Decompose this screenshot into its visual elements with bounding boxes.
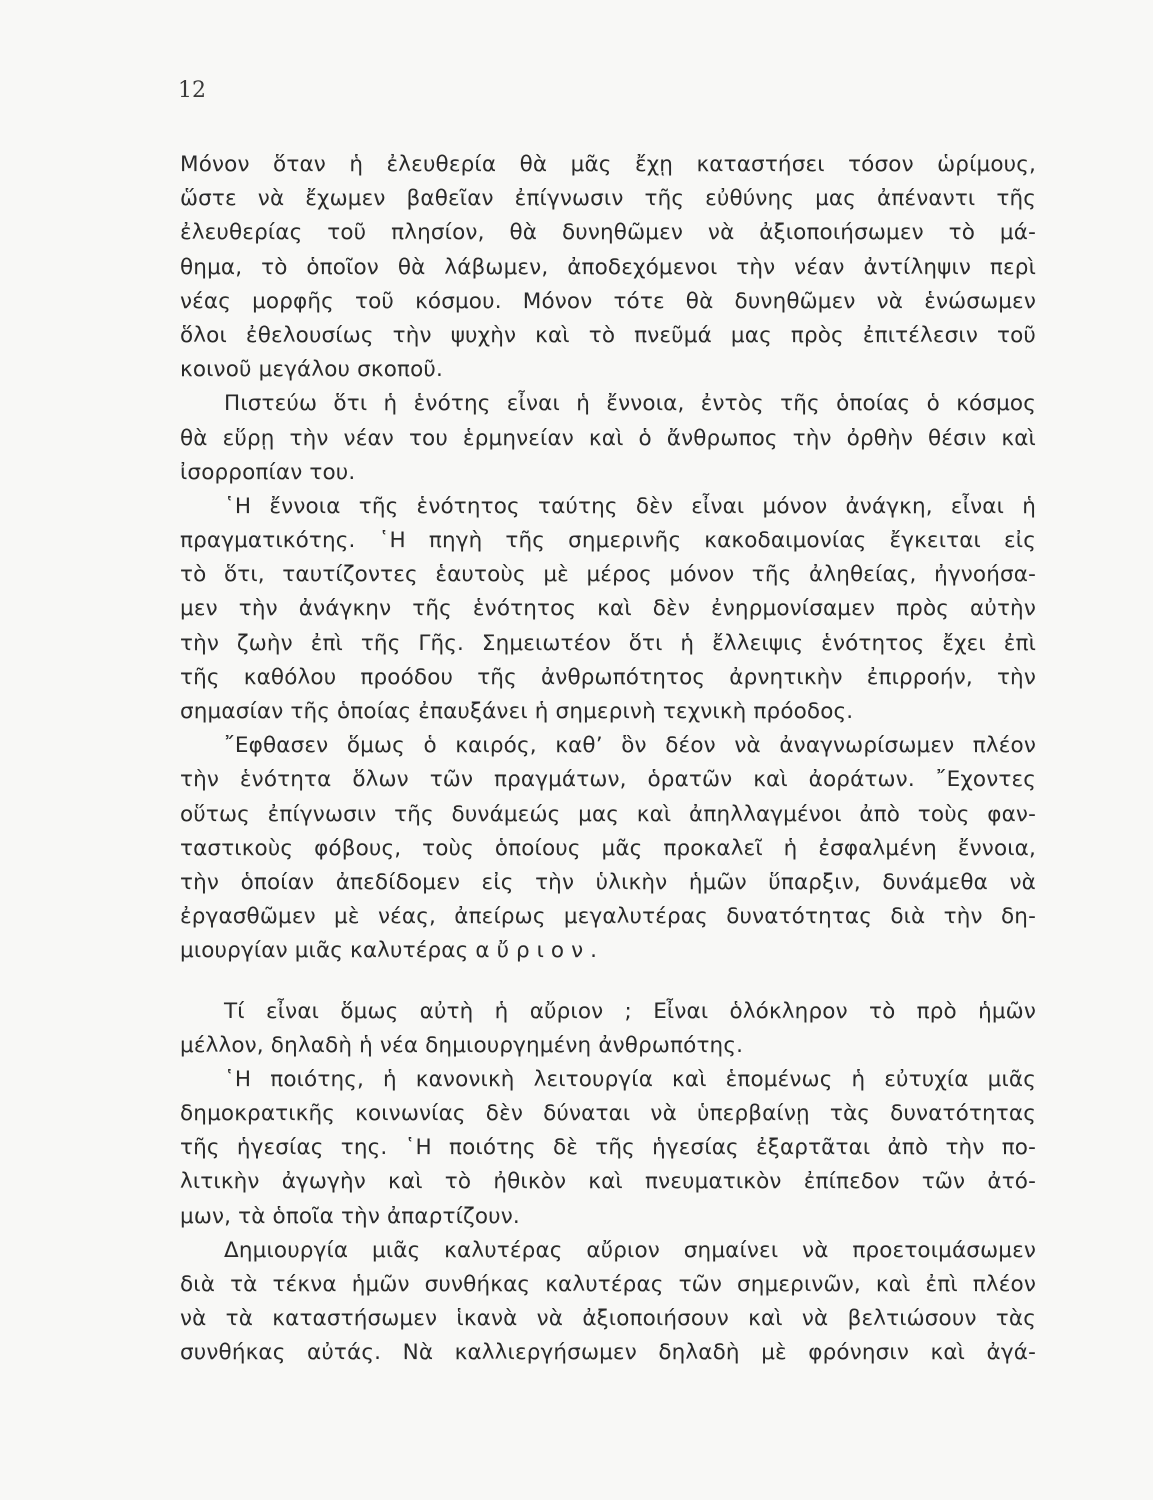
text-line-content: δημοκρατικῆς κοινωνίας δὲν δύναται νὰ ὑπερβαίνῃ τὰς δυνατότητας xyxy=(180,1101,1036,1127)
text-line xyxy=(180,1234,1036,1268)
text-line xyxy=(180,1200,1036,1234)
text-line-content: μων, τὰ ὁποῖα τὴν ἀπαρτίζουν. xyxy=(180,1203,520,1229)
text-line-content: πραγματικότης. ῾Η πηγὴ τῆς σημερινῆς κακοδαιμονίας ἔγκειται εἰς xyxy=(180,528,1036,554)
text-line-content: Πιστεύω ὅτι ἡ ἑνότης εἶναι ἡ ἔννοια, ἐντὸς τῆς ὁποίας ὁ κόσμος xyxy=(224,391,1036,417)
text-line-content: ὥστε νὰ ἔχωμεν βαθεῖαν ἐπίγνωσιν τῆς εὐθύνης μας ἀπέναντι τῆς xyxy=(180,186,1036,212)
text-line-content: τὴν ἑνότητα ὅλων τῶν πραγμάτων, ὁρατῶν καὶ ἀοράτων. ῎Εχοντες xyxy=(180,767,1036,793)
text-line xyxy=(180,763,1036,797)
text-line-content: θὰ εὕρῃ τὴν νέαν του ἑρμηνείαν καὶ ὁ ἄνθρωπος τὴν ὀρθὴν θέσιν καὶ xyxy=(180,425,1036,451)
text-line xyxy=(180,387,1036,421)
page-number: 12 xyxy=(178,78,206,103)
text-line xyxy=(180,558,1036,592)
text-line-content: νὰ τὰ καταστήσωμεν ἱκανὰ νὰ ἀξιοποιήσουν καὶ νὰ βελτιώσουν τὰς xyxy=(180,1306,1036,1332)
text-line xyxy=(180,148,1036,182)
text-line-content: Μόνον ὅταν ἡ ἐλευθερία θὰ μᾶς ἔχῃ καταστήσει τόσον ὡρίμους, xyxy=(180,152,1036,177)
text-line-content: διὰ τὰ τέκνα ἡμῶν συνθήκας καλυτέρας τῶν σημερινῶν, καὶ ἐπὶ πλέον xyxy=(180,1272,1036,1297)
text-line xyxy=(180,1302,1036,1336)
text-line xyxy=(180,1063,1036,1097)
text-line xyxy=(180,798,1036,832)
text-line xyxy=(180,1131,1036,1165)
text-line-content: τῆς ἡγεσίας της. ῾Η ποιότης δὲ τῆς ἡγεσίας ἐξαρτᾶται ἀπὸ τὴν πο- xyxy=(180,1135,1036,1161)
text-line xyxy=(180,1336,1036,1370)
text-line-content: ῾Η ποιότης, ἡ κανονικὴ λειτουργία καὶ ἑπομένως ἡ εὐτυχία μιᾶς xyxy=(224,1066,1036,1092)
text-line xyxy=(180,285,1036,319)
text-line xyxy=(180,456,1036,490)
text-line xyxy=(180,1268,1036,1302)
text-line-content: σημασίαν τῆς ὁποίας ἐπαυξάνει ἡ σημερινὴ τεχνικὴ πρόοδος. xyxy=(180,699,854,724)
text-line-content: οὕτως ἐπίγνωσιν τῆς δυνάμεώς μας καὶ ἀπηλλαγμένοι ἀπὸ τοὺς φαν- xyxy=(180,801,1036,827)
paragraph-gap xyxy=(180,969,1036,995)
text-line xyxy=(180,832,1036,866)
text-line-content: Τί εἶναι ὅμως αὐτὴ ἡ αὔριον ; Εἶναι ὁλόκληρον τὸ πρὸ ἡμῶν xyxy=(224,998,1036,1024)
text-line xyxy=(180,934,1036,968)
text-line xyxy=(180,661,1036,695)
text-line xyxy=(180,353,1036,387)
text-line-content: ταστικοὺς φόβους, τοὺς ὁποίους μᾶς προκαλεῖ ἡ ἐσφαλμένη ἔννοια, xyxy=(180,835,1036,861)
text-line xyxy=(180,524,1036,558)
text-line xyxy=(180,627,1036,661)
text-line-content: ἰσορροπίαν του. xyxy=(180,459,356,485)
text-line xyxy=(180,900,1036,934)
text-line-content: ὅλοι ἐθελουσίως τὴν ψυχὴν καὶ τὸ πνεῦμά μας πρὸς ἐπιτέλεσιν τοῦ xyxy=(180,322,1036,348)
text-line-content: νέας μορφῆς τοῦ κόσμου. Μόνον τότε θὰ δυνηθῶμεν νὰ ἑνώσωμεν xyxy=(180,288,1036,314)
text-line xyxy=(180,1165,1036,1199)
text-line-content: λιτικὴν ἀγωγὴν καὶ τὸ ἠθικὸν καὶ πνευματικὸν ἐπίπεδον τῶν ἀτό- xyxy=(180,1169,1036,1195)
text-line-content: ῎Εφθασεν ὅμως ὁ καιρός, καθ’ ὃν δέον νὰ ἀναγνωρίσωμεν πλέον xyxy=(224,733,1036,759)
text-line-content: τὴν ὁποίαν ἀπεδίδομεν εἰς τὴν ὑλικὴν ἡμῶν ὕπαρξιν, δυνάμεθα νὰ xyxy=(180,869,1036,895)
text-line-content: τὴν ζωὴν ἐπὶ τῆς Γῆς. Σημειωτέον ὅτι ἡ ἔλλειψις ἑνότητος ἔχει ἐπὶ xyxy=(180,630,1036,656)
text-line xyxy=(180,592,1036,626)
text-line xyxy=(180,729,1036,763)
text-line-content: ῾Η ἔννοια τῆς ἑνότητος ταύτης δὲν εἶναι μόνον ἀνάγκη, εἶναι ἡ xyxy=(224,493,1036,519)
text-line xyxy=(180,1029,1036,1063)
text-line xyxy=(180,251,1036,285)
text-line xyxy=(180,422,1036,456)
text-line-content: μιουργίαν μιᾶς καλυτέρας xyxy=(180,938,469,964)
text-line-content: θημα, τὸ ὁποῖον θὰ λάβωμεν, ἀποδεχόμενοι τὴν νέαν ἀντίληψιν περὶ xyxy=(180,254,1036,280)
spaced-word: αὔριον. xyxy=(475,938,604,964)
text-line-content: ἐργασθῶμεν μὲ νέας, ἀπείρως μεγαλυτέρας δυνατότητας διὰ τὴν δη- xyxy=(180,904,1036,930)
text-line xyxy=(180,490,1036,524)
text-line-content: μεν τὴν ἀνάγκην τῆς ἑνότητος καὶ δὲν ἐνηρμονίσαμεν πρὸς αὐτὴν xyxy=(180,596,1036,622)
text-line xyxy=(180,866,1036,900)
text-line xyxy=(180,216,1036,250)
text-line xyxy=(180,995,1036,1029)
text-line xyxy=(180,695,1036,729)
text-line-content: συνθήκας αὐτάς. Νὰ καλλιεργήσωμεν δηλαδὴ μὲ φρόνησιν καὶ ἀγά- xyxy=(180,1340,1036,1366)
text-line-content: Δημιουργία μιᾶς καλυτέρας αὔριον σημαίνει νὰ προετοιμάσωμεν xyxy=(224,1237,1036,1263)
text-line-content: τὸ ὅτι, ταυτίζοντες ἑαυτοὺς μὲ μέρος μόνον τῆς ἀληθείας, ἠγνοήσα- xyxy=(180,562,1036,588)
text-line-content: κοινοῦ μεγάλου σκοποῦ. xyxy=(180,357,444,383)
text-line xyxy=(180,182,1036,216)
text-line-content: ἐλευθερίας τοῦ πλησίον, θὰ δυνηθῶμεν νὰ ἀξιοποιήσωμεν τὸ μά- xyxy=(180,220,1036,246)
text-line xyxy=(180,1097,1036,1131)
text-line-content: τῆς καθόλου προόδου τῆς ἀνθρωπότητος ἀρνητικὴν ἐπιρροήν, τὴν xyxy=(180,664,1036,690)
text-line-content: μέλλον, δηλαδὴ ἡ νέα δημιουργημένη ἀνθρωπότης. xyxy=(180,1032,744,1058)
text-line xyxy=(180,319,1036,353)
body-text xyxy=(180,148,1036,1371)
